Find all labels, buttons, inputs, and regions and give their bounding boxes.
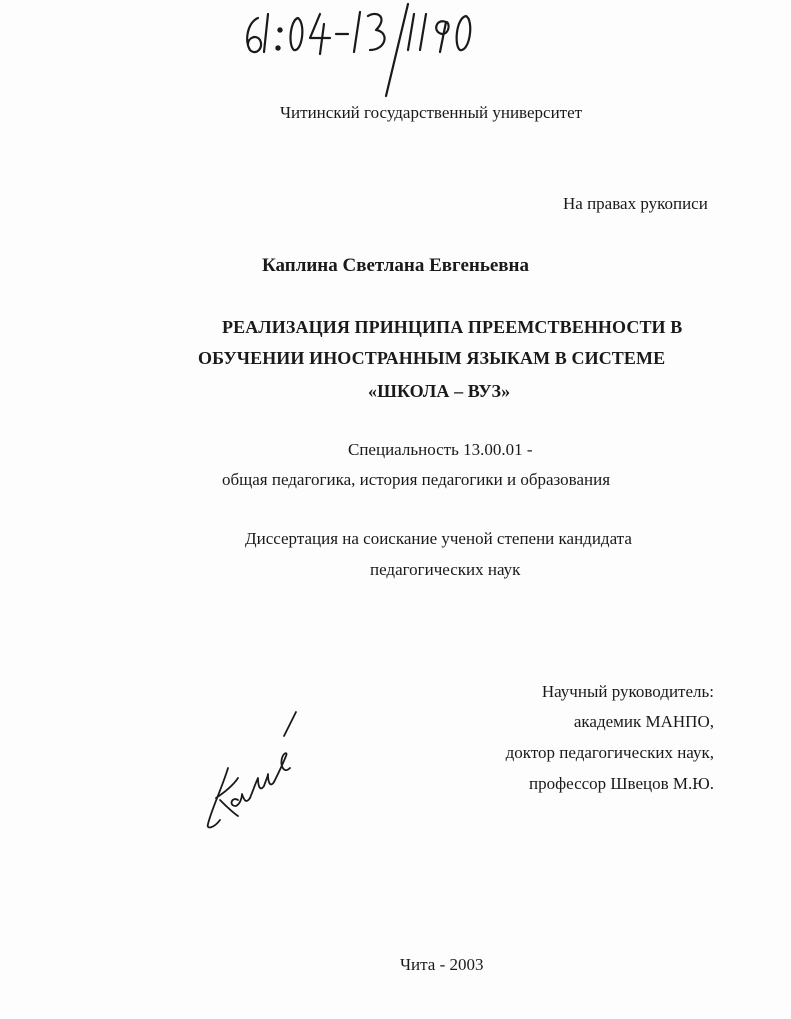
university-name: Читинский государственный университет (280, 103, 583, 122)
supervisor-title-academic: академик МАНПО, (573, 712, 714, 731)
supervisor-heading: Научный руководитель: (541, 682, 714, 701)
dissertation-type-line-2: педагогических наук (370, 560, 521, 579)
dissertation-type-line-1: Диссертация на соискание ученой степени кандидата (245, 529, 632, 548)
supervisor-name: профессор Швецов М.Ю. (528, 774, 714, 793)
thesis-title-line-1: РЕАЛИЗАЦИЯ ПРИНЦИПА ПРЕЕМСТВЕННОСТИ В (222, 317, 683, 337)
thesis-title-line-2: ОБУЧЕНИИ ИНОСТРАННЫМ ЯЗЫКАМ В СИСТЕМЕ (198, 348, 666, 368)
supervisor-degree: доктор педагогических наук, (505, 743, 714, 762)
specialty-code: Специальность 13.00.01 - (348, 440, 533, 459)
handwritten-archive-code (236, 0, 486, 100)
city-and-year: Чита - 2003 (400, 955, 484, 974)
author-name: Каплина Светлана Евгеньевна (261, 255, 530, 276)
specialty-description: общая педагогика, история педагогики и образования (222, 470, 611, 489)
thesis-title-line-3: «ШКОЛА – ВУЗ» (368, 381, 511, 401)
manuscript-rights-note: На правах рукописи (563, 194, 708, 213)
author-signature (198, 708, 308, 833)
